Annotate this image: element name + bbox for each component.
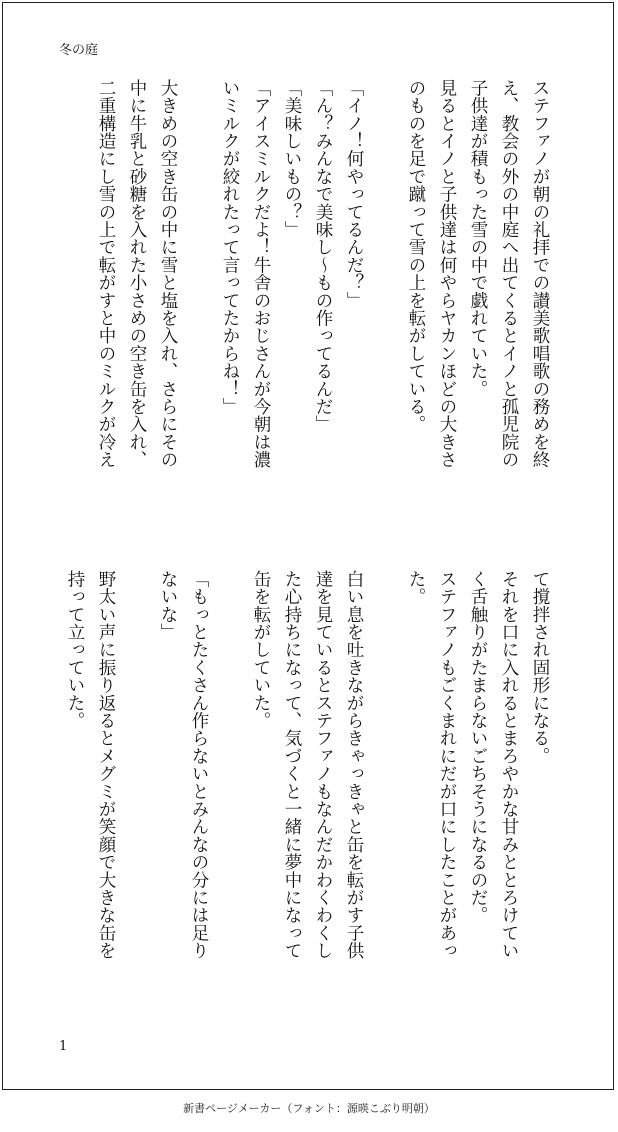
lower-text-block: て撹拌され固形になる。 それを口に入れるとまろやかな甘みととろけてい く舌触りがたまらないごちそうになるのだ。 ステファノもごくまれにだが口にしたことがあっ た。 白い息を吐きながらきゃっきゃと缶を転がす子供 達を見ているとステファノもなんだかわくわくし た心持ちになって、気づくと一緒に夢中になって 缶を転がしていた。 「もっとたくさん作らないとみんなの分には足り ないな」 野太い声に振り返るとメグミが笑顔で大きな缶を 持って立っていた。: [65, 570, 550, 960]
manuscript-page: [2, 2, 614, 1090]
page-title: 冬の庭: [59, 43, 99, 58]
footer-credit: 新書ページメーカー（フォント：源暎こぶり明朝）: [183, 1102, 435, 1115]
upper-text-block: ステファノが朝の礼拝での讃美歌唱歌の務めを終 え、教会の外の中庭へ出てくるとイノと孤児院の 子供達が積もった雪の中で戯れていた。 見るとイノと子供達は何やらヤカンほどの大きさ のものを足で蹴って雪の上を転がしている。 「イノ！何やってるんだ？」 「ん？みんなで美味し～もの作ってるんだ」 「美味しいもの？」 「アイスミルクだよ！牛舎のおじさんが今朝は濃 いミルクが絞れたって言ってたからね！」 大きめの空き缶の中に雪と塩を入れ、さらにその 中に牛乳と砂糖を入れた小さめの空き缶を入れ、 二重構造にし雪の上で転がすと中のミルクが冷え: [96, 79, 550, 469]
page-number: 1: [59, 1039, 68, 1054]
